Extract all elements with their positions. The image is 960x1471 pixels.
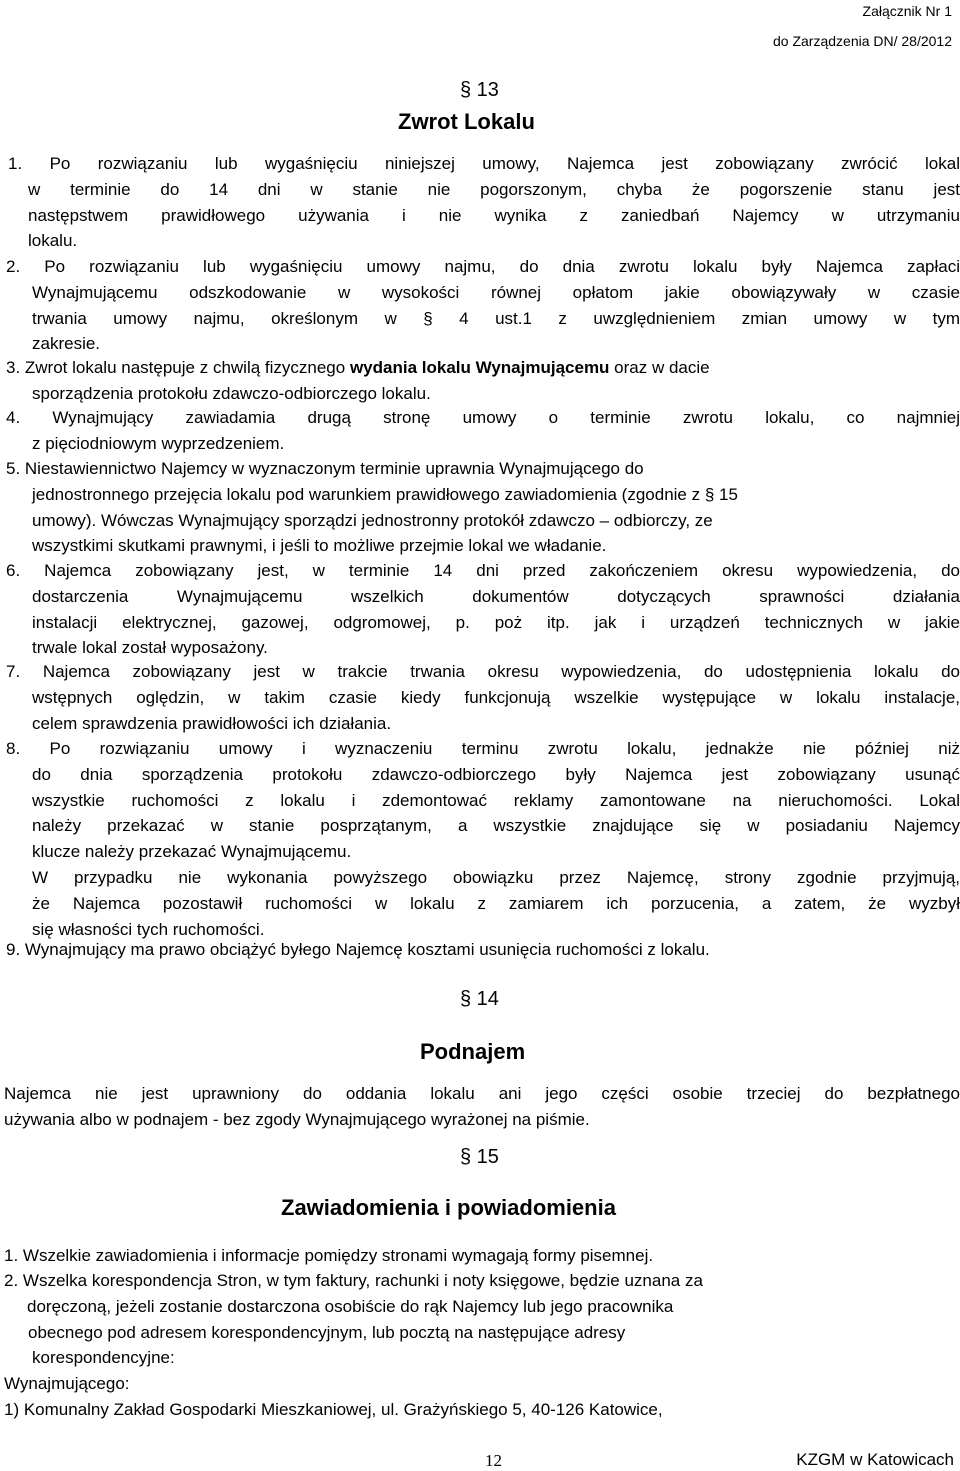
section-15-paragraph-1: 1. Wszelkie zawiadomienia i informacje pomiędzy stronami wymagają formy pisemnej. <box>4 1246 654 1265</box>
section-13-paragraph-5: 5. Niestawiennictwo Najemcy w wyznaczonym terminie uprawnia Wynajmującego do jednostronnego przejęcia lokalu pod warunkiem prawidłowego zawiadomienia (zgodnie z § 15 umowy). Wówczas Wynajmujący sporządzi jednostronny protokół zdawczo – odbiorczy, ze wszystkimi skutkami prawnymi, i jeśli to możliwe przejmie lokal we władanie. <box>6 459 738 556</box>
section-15-title: Zawiadomienia i powiadomienia <box>281 1195 616 1220</box>
section-13-paragraph-2: 2. Po rozwiązaniu lub wygaśnięciu umowy najmu, do dnia zwrotu lokalu były Najemca zapłaci Wynajmującemu odszkodowanie w wysokości równej opłatom jakie obowiązywały w czasie trwania umowy najmu, określonym w § 4 ust.1 z uwzględnieniem zmian umowy w tym zakresie. <box>6 257 960 354</box>
section-13-paragraph-6: 6. Najemca zobowiązany jest, w terminie 14 dni przed zakończeniem okresu wypowiedzenia, do dostarczenia Wynajmującemu wszelkich dokumentów dotyczących sprawności działania instalacji elektrycznej, gazowej, odgromowej, p. poż itp. jak i urządzeń technicznych w jakie trwale lokal został wyposażony. <box>6 561 960 658</box>
attachment-label: Załącznik Nr 1 <box>862 3 952 19</box>
section-13-paragraph-8: 8. Po rozwiązaniu umowy i wyznaczeniu terminu zwrotu lokalu, jednakże nie później niż do dnia sporządzenia protokołu zdawczo-odbiorczego były Najemca jest zobowiązany usunąć wszystkie ruchomości z lokalu i zdemontować reklamy zamontowane na nieruchomości. Lokal należy przekazać w stanie posprzątanym, a wszystkie znajdujące się w posiadaniu Najemcy klucze należy przekazać Wynajmującemu. W przypadku nie wykonania powyższego obowiązku przez Najemcę, strony zgodnie przyjmują, że Najemca pozostawił ruchomości w lokalu z zamiarem ich porzucenia, a zatem, że wyzbył się własności tych ruchomości. <box>6 739 960 939</box>
section-13-paragraph-7: 7. Najemca zobowiązany jest w trakcie trwania okresu wypowiedzenia, do udostępnienia lokalu do wstępnych oględzin, w takim czasie kiedy funkcjonują wszelkie występujące w lokalu instalacje, celem sprawdzenia prawidłowości ich działania. <box>6 662 960 733</box>
section-14-paragraph: Najemca nie jest uprawniony do oddania lokalu ani jego części osobie trzeciej do bezpłatnego używania albo w podnajem - bez zgody Wynajmującego wyrażonej na piśmie. <box>4 1084 960 1129</box>
section-13-title: Zwrot Lokalu <box>398 109 535 134</box>
section-13-paragraph-9: 9. Wynajmujący ma prawo obciążyć byłego Najemcę kosztami usunięcia ruchomości z lokalu. <box>6 940 710 959</box>
section-13-paragraph-1: 1. Po rozwiązaniu lub wygaśnięciu niniejszej umowy, Najemca jest zobowiązany zwrócić lokal w terminie do 14 dni w stanie nie pogorszonym, chyba że pogorszenie stanu jest następstwem prawidłowego używania i nie wynika z zaniedbań Najemcy w utrzymaniu lokalu. <box>8 154 960 251</box>
landlord-label: Wynajmującego: <box>4 1374 130 1393</box>
landlord-address: 1) Komunalny Zakład Gospodarki Mieszkaniowej, ul. Grażyńskiego 5, 40-126 Katowice, <box>4 1400 663 1419</box>
section-13-paragraph-4: 4. Wynajmujący zawiadamia drugą stronę umowy o terminie zwrotu lokalu, co najmniej z pięciodniowym wyprzedzeniem. <box>6 408 960 453</box>
footer-organization: KZGM w Katowicach <box>796 1450 954 1469</box>
section-15-number: § 15 <box>460 1146 499 1168</box>
section-15-paragraph-2: 2. Wszelka korespondencja Stron, w tym faktury, rachunki i noty księgowe, będzie uznana za doręczoną, jeżeli zostanie dostarczona osobiście do rąk Najemcy lub jego pracownika obecnego pod adresem korespondencyjnym, lub pocztą na następujące adresy korespondencyjne: <box>4 1271 703 1368</box>
section-13-paragraph-3: 3. Zwrot lokalu następuje z chwilą fizycznego wydania lokalu Wynajmującemu oraz w dacie sporządzenia protokołu zdawczo-odbiorczego lokalu. <box>6 358 710 403</box>
section-14-title: Podnajem <box>420 1039 526 1064</box>
bold-phrase: wydania lokalu Wynajmującemu <box>349 358 610 377</box>
section-14-number: § 14 <box>460 988 499 1010</box>
decree-label: do Zarządzenia DN/ 28/2012 <box>773 33 952 49</box>
section-13-number: § 13 <box>460 79 499 101</box>
page-number: 12 <box>485 1451 502 1470</box>
